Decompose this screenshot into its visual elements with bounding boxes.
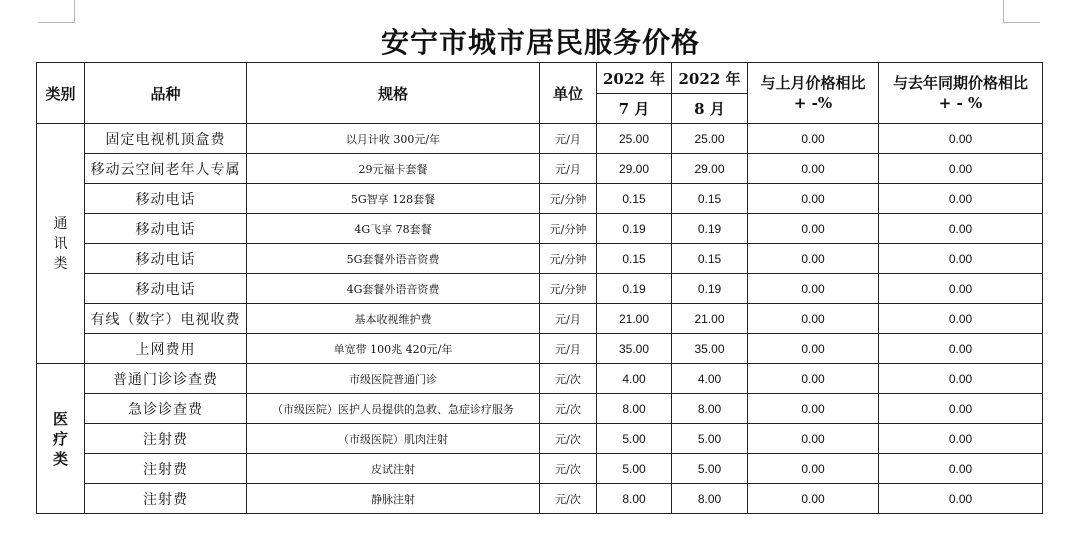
mom-change-cell: 0.00 [748, 484, 879, 514]
mom-change-cell: 0.00 [748, 124, 879, 154]
price-july-cell: 29.00 [597, 154, 672, 184]
header-yoy-sub: + - % [938, 94, 983, 112]
yoy-change-cell: 0.00 [879, 244, 1043, 274]
price-august-cell: 29.00 [672, 154, 748, 184]
header-row-1 [37, 63, 1043, 94]
header-category: 类别 [37, 63, 85, 124]
header-variety: 品种 [85, 63, 247, 124]
spec-cell: 市级医院普通门诊 [247, 364, 540, 394]
table-row [37, 334, 1043, 364]
mom-change-cell: 0.00 [748, 214, 879, 244]
price-july-cell: 4.00 [597, 364, 672, 394]
mom-change-cell: 0.00 [748, 184, 879, 214]
variety-cell: 上网费用 [85, 334, 247, 364]
header-year-august: 2022 年 [672, 63, 748, 94]
spec-cell: （市级医院）肌肉注射 [247, 424, 540, 454]
header-year-july: 2022 年 [597, 63, 672, 94]
unit-cell: 元/次 [540, 364, 597, 394]
unit-cell: 元/次 [540, 394, 597, 424]
spec-cell: 单宽带 100兆 420元/年 [247, 334, 540, 364]
variety-cell: 普通门诊诊查费 [85, 364, 247, 394]
price-august-cell: 0.19 [672, 274, 748, 304]
yoy-change-cell: 0.00 [879, 424, 1043, 454]
table-row [37, 214, 1043, 244]
spec-cell: 5G套餐外语音资费 [247, 244, 540, 274]
unit-cell: 元/月 [540, 124, 597, 154]
spec-cell: 4G飞享 78套餐 [247, 214, 540, 244]
price-august-cell: 8.00 [672, 394, 748, 424]
header-month-over-month [748, 63, 879, 124]
yoy-change-cell: 0.00 [879, 184, 1043, 214]
table-row [37, 304, 1043, 334]
yoy-change-cell: 0.00 [879, 454, 1043, 484]
table-row [37, 184, 1043, 214]
variety-cell: 移动电话 [85, 214, 247, 244]
unit-cell: 元/分钟 [540, 184, 597, 214]
unit-cell: 元/月 [540, 334, 597, 364]
mom-change-cell: 0.00 [748, 424, 879, 454]
price-august-cell: 5.00 [672, 454, 748, 484]
header-year-over-year [879, 63, 1043, 124]
category-label: 医疗类 [52, 409, 68, 468]
unit-cell: 元/月 [540, 304, 597, 334]
price-july-cell: 8.00 [597, 484, 672, 514]
price-august-cell: 8.00 [672, 484, 748, 514]
variety-cell: 有线（数字）电视收费 [85, 304, 247, 334]
spec-cell: 基本收视维护费 [247, 304, 540, 334]
mom-change-cell: 0.00 [748, 304, 879, 334]
price-july-cell: 25.00 [597, 124, 672, 154]
variety-cell: 注射费 [85, 454, 247, 484]
page-corner-mark-right [1003, 0, 1040, 23]
variety-cell: 移动电话 [85, 184, 247, 214]
table-row [37, 394, 1043, 424]
price-august-cell: 4.00 [672, 364, 748, 394]
page-corner-mark-left [38, 0, 75, 23]
price-july-cell: 0.19 [597, 214, 672, 244]
unit-cell: 元/次 [540, 454, 597, 484]
mom-change-cell: 0.00 [748, 394, 879, 424]
mom-change-cell: 0.00 [748, 454, 879, 484]
variety-cell: 移动电话 [85, 244, 247, 274]
unit-cell: 元/分钟 [540, 244, 597, 274]
price-july-cell: 0.15 [597, 244, 672, 274]
table-row [37, 154, 1043, 184]
spec-cell: 29元福卡套餐 [247, 154, 540, 184]
yoy-change-cell: 0.00 [879, 274, 1043, 304]
unit-cell: 元/分钟 [540, 214, 597, 244]
table-row [37, 244, 1043, 274]
header-month-august: 8 月 [672, 94, 748, 124]
price-table-body [37, 124, 1043, 514]
price-july-cell: 0.15 [597, 184, 672, 214]
unit-cell: 元/分钟 [540, 274, 597, 304]
yoy-change-cell: 0.00 [879, 154, 1043, 184]
variety-cell: 移动云空间老年人专属 [85, 154, 247, 184]
yoy-change-cell: 0.00 [879, 124, 1043, 154]
unit-cell: 元/次 [540, 424, 597, 454]
variety-cell: 急诊诊查费 [85, 394, 247, 424]
price-august-cell: 0.15 [672, 244, 748, 274]
spec-cell: 以月计收 300元/年 [247, 124, 540, 154]
price-august-cell: 21.00 [672, 304, 748, 334]
price-august-cell: 25.00 [672, 124, 748, 154]
yoy-change-cell: 0.00 [879, 394, 1043, 424]
mom-change-cell: 0.00 [748, 364, 879, 394]
variety-cell: 移动电话 [85, 274, 247, 304]
header-unit: 单位 [540, 63, 597, 124]
yoy-change-cell: 0.00 [879, 334, 1043, 364]
category-medical [37, 364, 85, 514]
mom-change-cell: 0.00 [748, 154, 879, 184]
table-row [37, 274, 1043, 304]
unit-cell: 元/次 [540, 484, 597, 514]
table-row [37, 124, 1043, 154]
price-july-cell: 5.00 [597, 454, 672, 484]
mom-change-cell: 0.00 [748, 334, 879, 364]
mom-change-cell: 0.00 [748, 274, 879, 304]
category-telecom [37, 124, 85, 364]
variety-cell: 注射费 [85, 484, 247, 514]
price-august-cell: 35.00 [672, 334, 748, 364]
variety-cell: 注射费 [85, 424, 247, 454]
table-row [37, 364, 1043, 394]
price-august-cell: 5.00 [672, 424, 748, 454]
yoy-change-cell: 0.00 [879, 304, 1043, 334]
yoy-change-cell: 0.00 [879, 484, 1043, 514]
price-july-cell: 5.00 [597, 424, 672, 454]
spec-cell: 5G智享 128套餐 [247, 184, 540, 214]
spec-cell: 皮试注射 [247, 454, 540, 484]
document-title: 安宁市城市居民服务价格 [380, 26, 700, 59]
variety-cell: 固定电视机顶盒费 [85, 124, 247, 154]
yoy-change-cell: 0.00 [879, 364, 1043, 394]
spec-cell: （市级医院）医护人员提供的急救、急症诊疗服务 [247, 394, 540, 424]
price-august-cell: 0.15 [672, 184, 748, 214]
table-row [37, 454, 1043, 484]
spec-cell: 静脉注射 [247, 484, 540, 514]
price-july-cell: 8.00 [597, 394, 672, 424]
category-label: 通讯类 [53, 215, 68, 272]
header-month-july: 7 月 [597, 94, 672, 124]
price-july-cell: 35.00 [597, 334, 672, 364]
yoy-change-cell: 0.00 [879, 214, 1043, 244]
table-row [37, 484, 1043, 514]
header-mom-sub: + -% [793, 94, 833, 112]
header-mom-label: 与上月价格相比 [760, 74, 866, 92]
header-yoy-label: 与去年同期价格相比 [892, 74, 1028, 92]
price-july-cell: 21.00 [597, 304, 672, 334]
price-july-cell: 0.19 [597, 274, 672, 304]
unit-cell: 元/月 [540, 154, 597, 184]
spec-cell: 4G套餐外语音资费 [247, 274, 540, 304]
price-table [36, 62, 1043, 514]
header-spec: 规格 [247, 63, 540, 124]
mom-change-cell: 0.00 [748, 244, 879, 274]
table-row [37, 424, 1043, 454]
price-august-cell: 0.19 [672, 214, 748, 244]
